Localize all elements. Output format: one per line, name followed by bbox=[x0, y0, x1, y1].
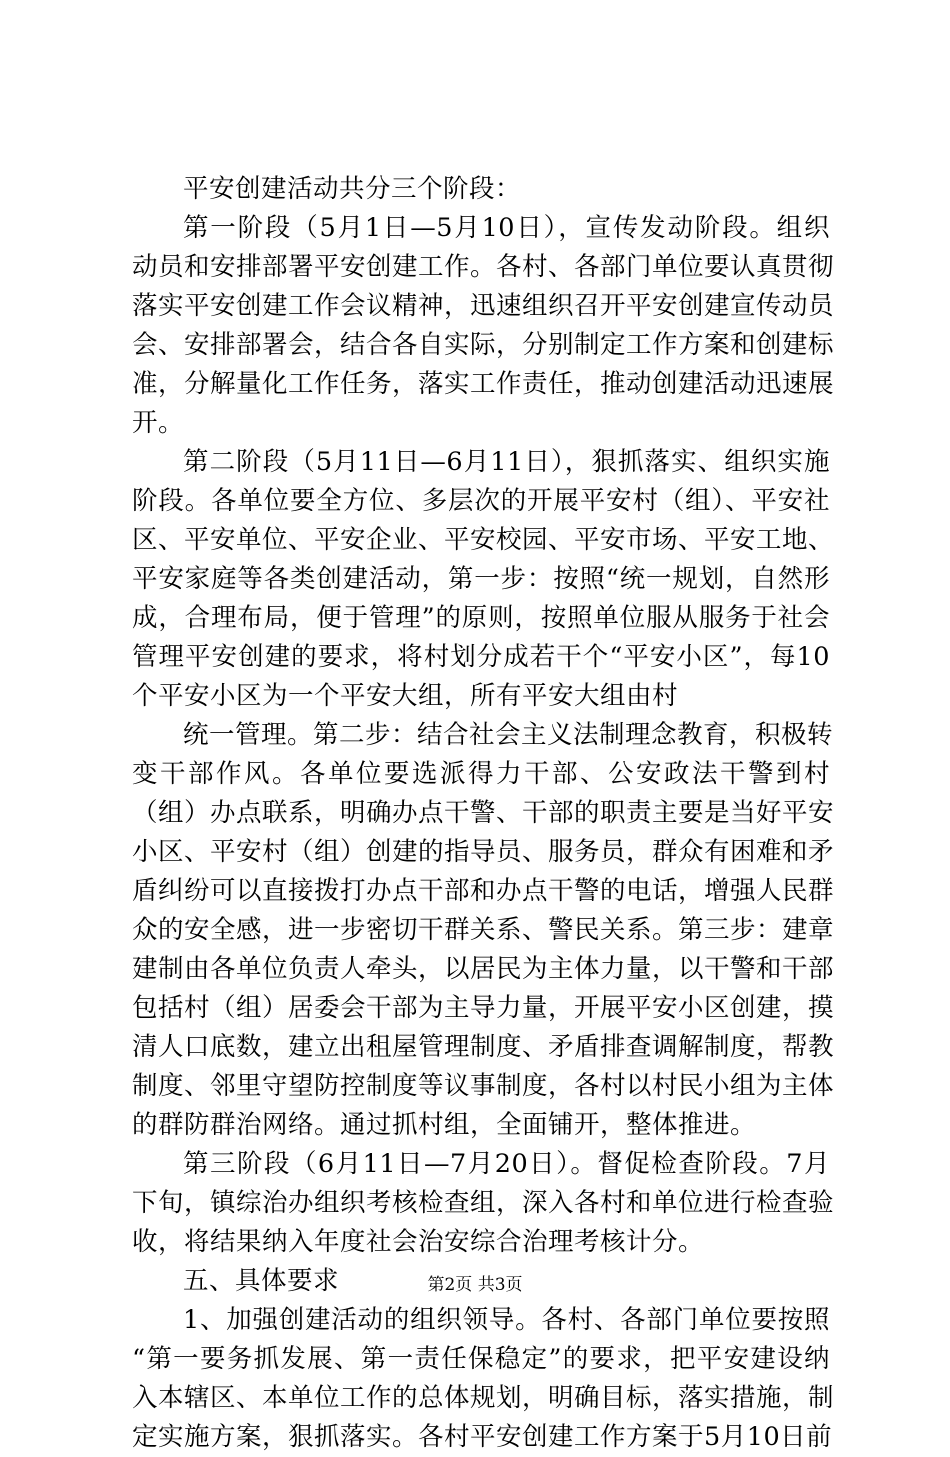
text-line: 第一阶段（5月1日—5月10日），宣传发动阶段。组织 bbox=[183, 213, 830, 243]
text-line: 清人口底数，建立出租屋管理制度、矛盾排查调解制度，帮教 bbox=[132, 1032, 835, 1062]
text-line: 下旬，镇综治办组织考核检查组，深入各村和单位进行检查验 bbox=[132, 1188, 835, 1218]
text-line: （组）办点联系，明确办点干警、干部的职责主要是当好平安 bbox=[132, 798, 835, 828]
text-line: 变干部作风。各单位要选派得力干部、公安政法干警到村 bbox=[132, 759, 830, 789]
text-line: 收，将结果纳入年度社会治安综合治理考核计分。 bbox=[132, 1227, 705, 1257]
text-line: 动员和安排部署平安创建工作。各村、各部门单位要认真贯彻 bbox=[132, 252, 835, 282]
text-line: 平安创建活动共分三个阶段： bbox=[183, 174, 522, 204]
text-line: 五、具体要求 bbox=[183, 1266, 340, 1296]
text-line: 小区、平安村（组）创建的指导员、服务员，群众有困难和矛 bbox=[132, 837, 835, 867]
text-line: 管理平安创建的要求，将村划分成若干个“平安小区”，每10 bbox=[132, 642, 830, 672]
text-line: 入本辖区、本单位工作的总体规划，明确目标，落实措施，制 bbox=[132, 1383, 835, 1413]
text-line: 第二阶段（5月11日—6月11日），狠抓落实、组织实施 bbox=[183, 447, 830, 477]
text-line: 包括村（组）居委会干部为主导力量，开展平安小区创建，摸 bbox=[132, 993, 835, 1023]
text-line: 盾纠纷可以直接拨打办点干部和办点干警的电话，增强人民群 bbox=[132, 876, 835, 906]
page-footer bbox=[0, 1274, 950, 1296]
text-line: 阶段。各单位要全方位、多层次的开展平安村（组）、平安社 bbox=[132, 486, 830, 516]
text-line: 落实平安创建工作会议精神，迅速组织召开平安创建宣传动员 bbox=[132, 291, 835, 321]
text-line: 定实施方案，狠抓落实。各村平安创建工作方案于5月10日前 bbox=[132, 1422, 833, 1452]
text-line: 开。 bbox=[132, 408, 185, 438]
text-line: 区、平安单位、平安企业、平安校园、平安市场、平安工地、 bbox=[132, 525, 835, 555]
text-line: 制度、邻里守望防控制度等议事制度，各村以村民小组为主体 bbox=[132, 1071, 835, 1101]
text-line: 会、安排部署会，结合各自实际，分别制定工作方案和创建标 bbox=[132, 330, 835, 360]
page-number-label: 第2页 共3页 bbox=[427, 1275, 523, 1295]
text-line: 众的安全感，进一步密切干群关系、警民关系。第三步：建章 bbox=[132, 915, 835, 945]
text-line: 的群防群治网络。通过抓村组，全面铺开，整体推进。 bbox=[132, 1110, 757, 1140]
text-line: 成，合理布局，便于管理”的原则，按照单位服从服务于社会 bbox=[132, 603, 830, 633]
text-line: 第三阶段（6月11日—7月20日）。督促检查阶段。7月 bbox=[183, 1149, 830, 1179]
text-line: 1、加强创建活动的组织领导。各村、各部门单位要按照 bbox=[183, 1305, 830, 1335]
text-line: 统一管理。第二步：结合社会主义法制理念教育，积极转 bbox=[183, 720, 834, 750]
text-line: 准，分解量化工作任务，落实工作责任，推动创建活动迅速展 bbox=[132, 369, 835, 399]
text-line: 个平安小区为一个平安大组，所有平安大组由村 bbox=[132, 681, 679, 711]
text-line: “第一要务抓发展、第一责任保稳定”的要求，把平安建设纳 bbox=[132, 1344, 830, 1374]
document-body bbox=[132, 170, 835, 1457]
text-line: 平安家庭等各类创建活动，第一步：按照“统一规划，自然形 bbox=[132, 564, 830, 594]
text-line: 建制由各单位负责人牵头，以居民为主体力量，以干警和干部 bbox=[132, 954, 835, 984]
